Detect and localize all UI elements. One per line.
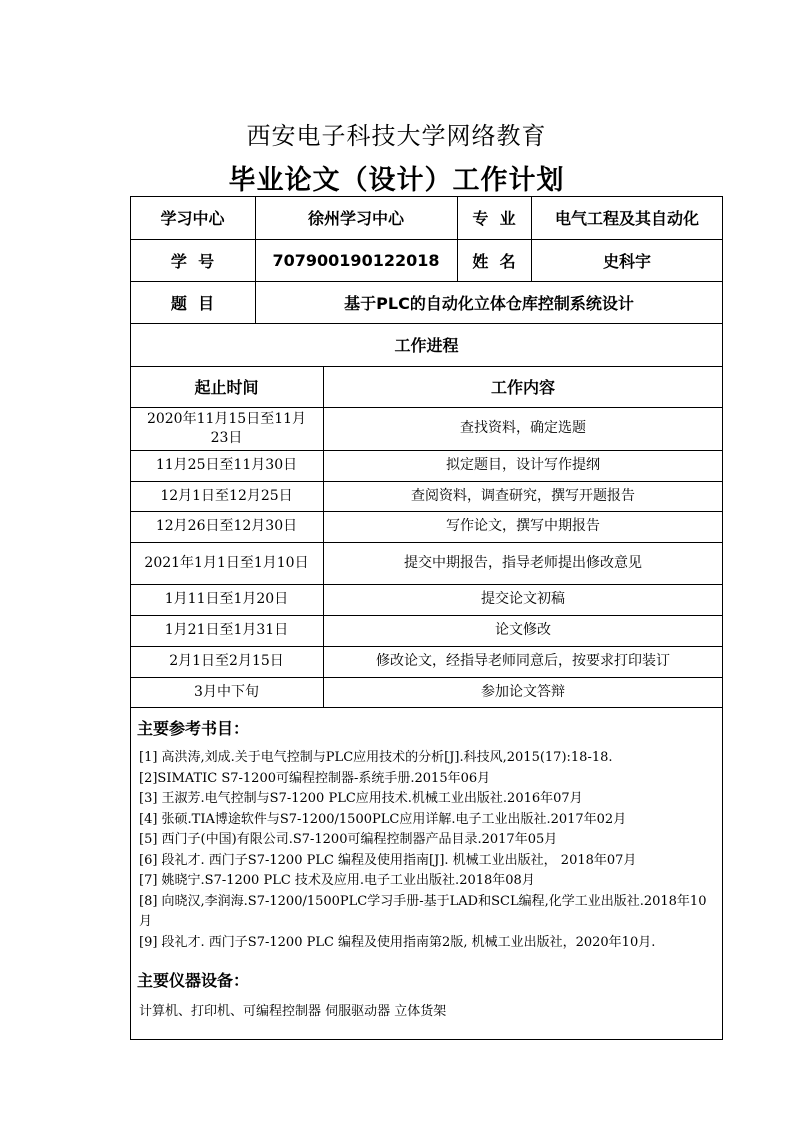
- study-center-label: 学习中心: [160, 209, 225, 228]
- student-id-label: 学 号: [170, 251, 215, 271]
- schedule-task: 查阅资料，调查研究，撰写开题报告: [411, 487, 635, 504]
- equipment-list: 计算机、打印机、可编程控制器 伺服驱动器 立体货架: [139, 1004, 447, 1019]
- schedule-task: 提交论文初稿: [481, 591, 565, 607]
- reference-item: [6] 段礼才. 西门子S7-1200 PLC 编程及使用指南[J]. 机械工业出版社， 2018年07月: [139, 852, 637, 868]
- progress-section-title: 工作进程: [394, 336, 459, 355]
- schedule-time: 2月1日至2月15日: [169, 653, 284, 669]
- name-label: 姓 名: [472, 251, 516, 271]
- topic-label: 题 目: [170, 293, 215, 313]
- document-title: 毕业论文（设计）工作计划: [228, 165, 565, 196]
- reference-item: [1] 高洪涛,刘成.关于电气控制与PLC应用技术的分析[J].科技风,2015(17):18-18.: [139, 750, 613, 765]
- reference-item: [4] 张硕.TIA博途软件与S7-1200/1500PLC应用详解.电子工业出版社.2017年02月: [139, 811, 627, 827]
- references-heading: 主要参考书目：: [137, 719, 250, 738]
- schedule-task: 修改论文，经指导老师同意后，按要求打印装订: [376, 653, 670, 669]
- name-value: 史科宇: [602, 251, 651, 271]
- column-header-content: 工作内容: [490, 378, 555, 397]
- schedule-time: 3月中下旬: [194, 683, 259, 700]
- reference-item: [9] 段礼才. 西门子S7-1200 PLC 编程及使用指南第2版, 机械工业出版社，2020年10月.: [139, 934, 656, 950]
- equipment-heading: 主要仪器设备：: [137, 971, 250, 990]
- reference-item: [8] 向晓汉,李润海.S7-1200/1500PLC学习手册-基于LAD和SCL编程,化学工业出版社.2018年10月: [139, 893, 707, 929]
- schedule-task: 拟定题目，设计写作提纲: [446, 457, 600, 473]
- schedule-time: 12月26日至12月30日: [155, 518, 298, 534]
- schedule-task: 参加论文答辩: [481, 683, 565, 700]
- schedule-time: 2020年11月15日至11月23日: [146, 410, 307, 446]
- row-rule: [130, 707, 723, 708]
- schedule-task: 查找资料，确定选题: [460, 420, 586, 436]
- schedule-time: 1月21日至1月31日: [164, 622, 289, 638]
- schedule-time: 12月1日至12月25日: [160, 487, 293, 504]
- institution-title: 西安电子科技大学网络教育: [246, 122, 547, 150]
- schedule-time: 2021年1月1日至1月10日: [144, 554, 309, 571]
- reference-item: [2]SIMATIC S7-1200可编程控制器-系统手册.2015年06月: [139, 770, 491, 786]
- schedule-time: 1月11日至1月20日: [164, 591, 289, 607]
- reference-item: [7] 姚晓宁.S7-1200 PLC 技术及应用.电子工业出版社.2018年08月: [139, 873, 535, 888]
- reference-item: [5] 西门子(中国)有限公司.S7-1200可编程控制器产品目录.2017年05月: [139, 832, 558, 847]
- major-value: 电气工程及其自动化: [554, 209, 699, 228]
- topic-value: 基于PLC的自动化立体仓库控制系统设计: [344, 293, 634, 313]
- schedule-task: 提交中期报告，指导老师提出修改意见: [404, 554, 642, 571]
- references-list: [139, 748, 717, 953]
- schedule-task: 论文修改: [495, 622, 551, 638]
- student-id-value: 707900190122018: [272, 250, 440, 270]
- reference-item: [3] 王淑芳.电气控制与S7-1200 PLC应用技术.机械工业出版社.2016年07月: [139, 791, 583, 806]
- column-header-time: 起止时间: [194, 378, 259, 397]
- major-label: 专 业: [472, 209, 516, 228]
- schedule-task: 写作论文，撰写中期报告: [446, 518, 600, 534]
- study-center-value: 徐州学习中心: [307, 209, 404, 228]
- schedule-time: 11月25日至11月30日: [155, 457, 298, 473]
